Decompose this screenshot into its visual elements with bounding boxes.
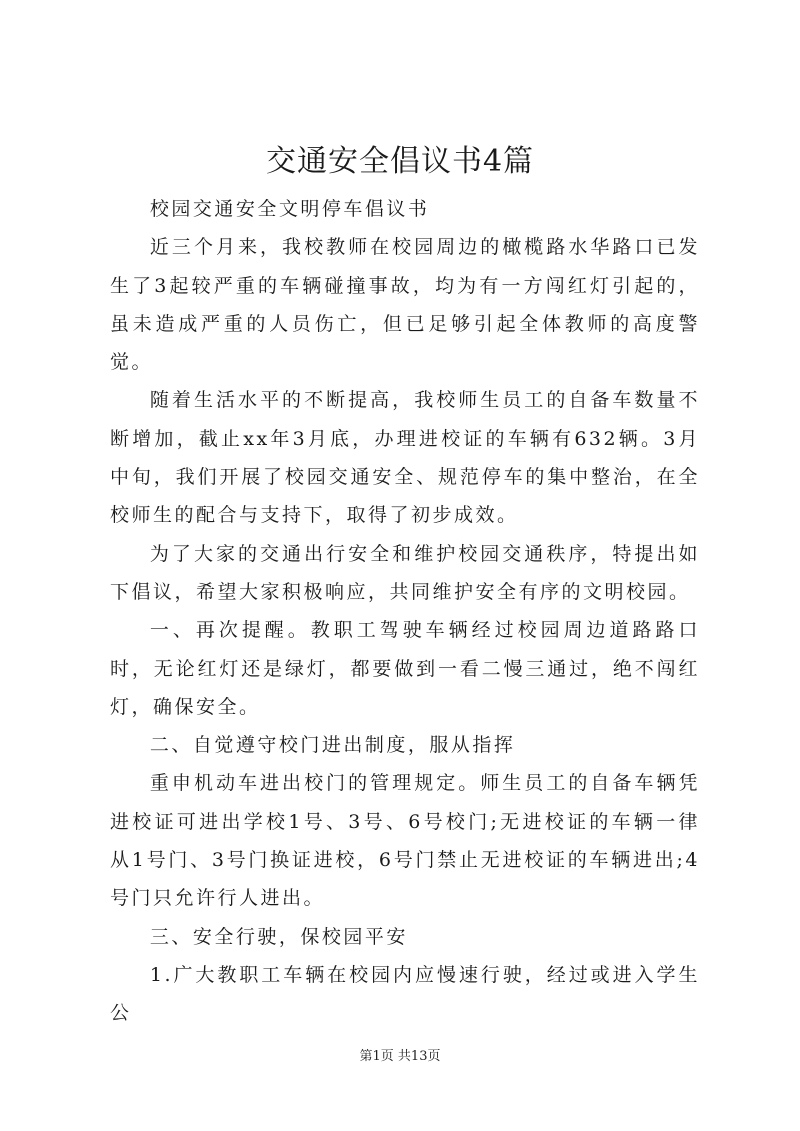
paragraph: 为了大家的交通出行安全和维护校园交通秩序，特提出如下倡议，希望大家积极响应，共同维护安全有序的文明校园。: [110, 542, 700, 603]
section-heading: 二、自觉遵守校门进出制度，服从指挥: [149, 734, 516, 757]
paragraph: 近三个月来，我校教师在校园周边的橄榄路水华路口已发生了3起较严重的车辆碰撞事故，均为有一方闯红灯引起的，虽未造成严重的人员伤亡，但已足够引起全体教师的高度警觉。: [110, 236, 700, 374]
paragraph-heading: 校园交通安全文明停车倡议书: [149, 198, 430, 220]
section-heading: 三、安全行驶，保校园平安: [149, 925, 408, 948]
paragraph: 一、再次提醒。教职工驾驶车辆经过校园周边道路路口时，无论红灯还是绿灯，都要做到一看二慢三通过，绝不闯红灯，确保安全。: [110, 619, 700, 718]
page-footer: 第1页 共13页: [359, 1049, 441, 1064]
document-title: 交通安全倡议书4篇: [265, 144, 535, 179]
paragraph: 随着生活水平的不断提高，我校师生员工的自备车数量不断增加，截止xx年3月底，办理进校证的车辆有632辆。3月中旬，我们开展了校园交通安全、规范停车的集中整治，在全校师生的配合与支持下，取得了初步成效。: [110, 389, 700, 527]
paragraph: 1.广大教职工车辆在校园内应慢速行驶，经过或进入学生公: [110, 963, 700, 1025]
paragraph: 重申机动车进出校门的管理规定。师生员工的自备车辆凭进校证可进出学校1号、3号、6号校门;无进校证的车辆一律从1号门、3号门换证进校，6号门禁止无进校证的车辆进出;4号门只允许行人进出。: [110, 772, 700, 910]
document-body: [110, 190, 700, 1033]
